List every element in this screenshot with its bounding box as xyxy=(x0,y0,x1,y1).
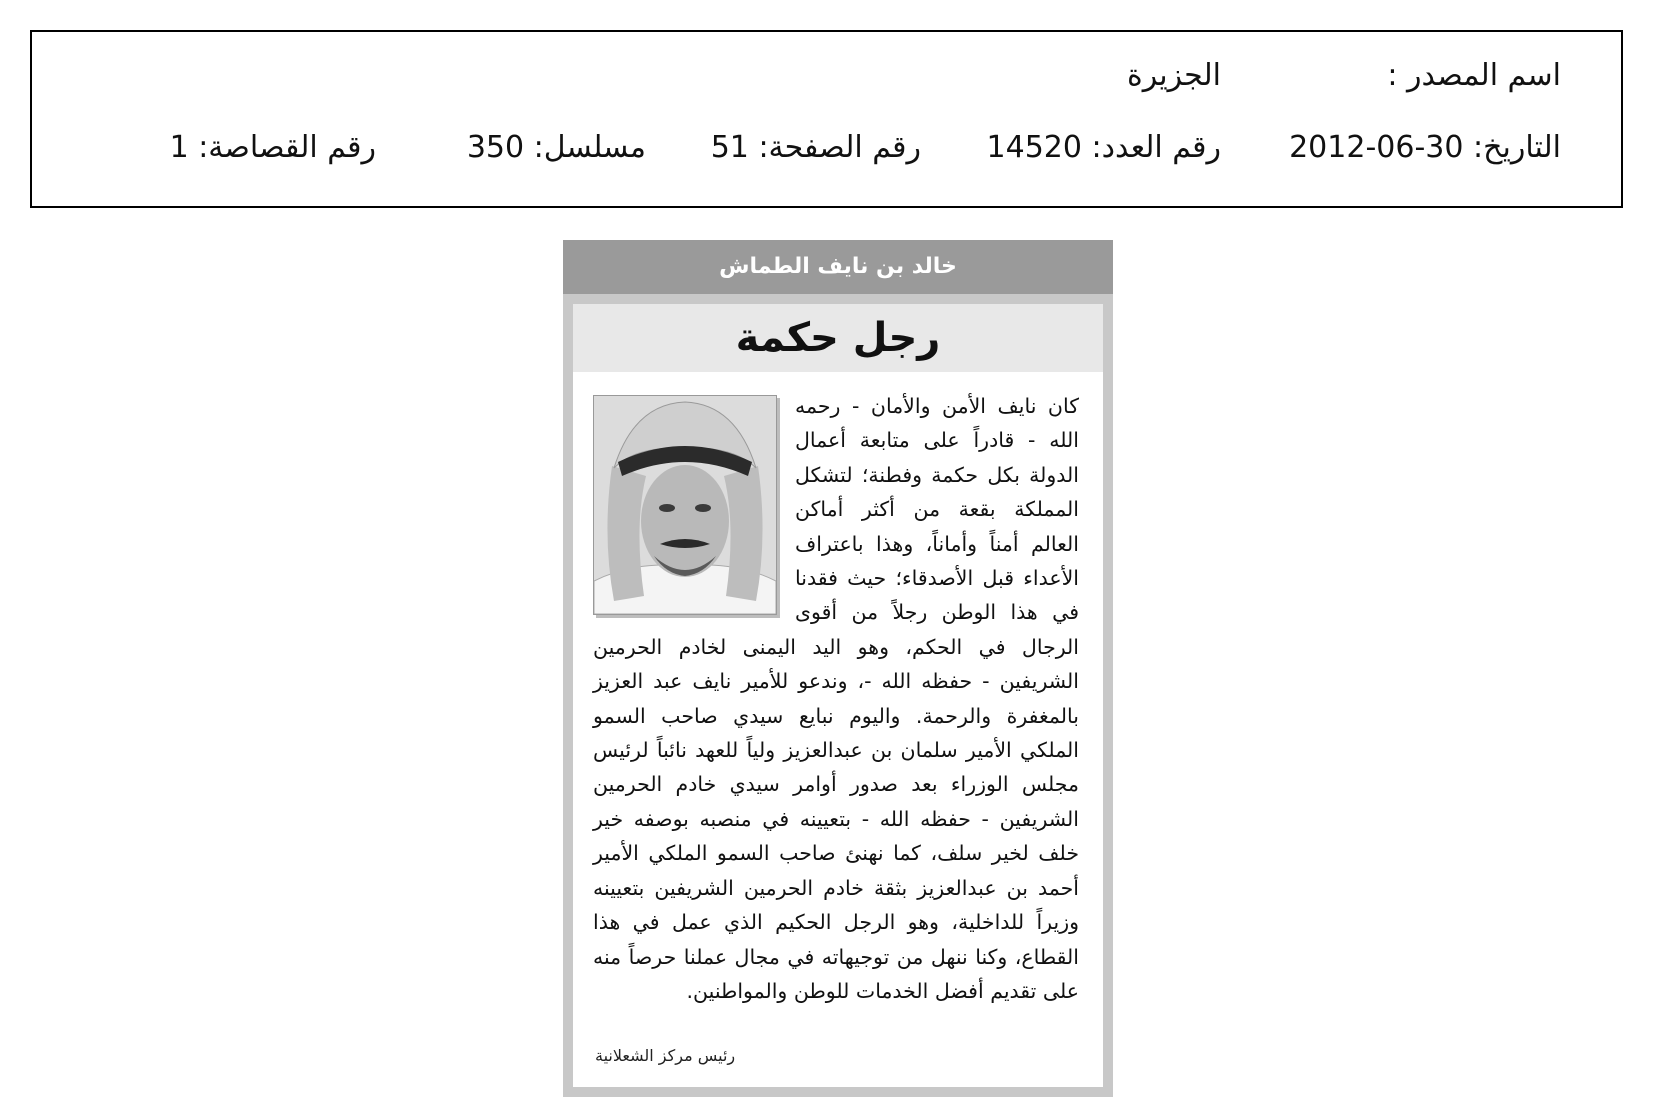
article-panel xyxy=(573,304,1103,1087)
serial-field: مسلسل: 350 xyxy=(466,130,646,165)
clipping-metadata-box xyxy=(30,30,1623,208)
date-field: التاريخ: 30-06-2012 xyxy=(1289,130,1561,165)
article-headline: رجل حكمة xyxy=(573,304,1103,372)
clipping-number-field: رقم القصاصة: 1 xyxy=(169,130,376,165)
newspaper-clipping xyxy=(563,240,1113,1097)
article-body-wrap xyxy=(593,389,1079,1008)
article-body-text: كان نايف الأمن والأمان - رحمه الله - قادراً على متابعة أعمال الدولة بكل حكمة وفطنة؛ لتشكل المملكة بقعة من أكثر أماكن العالم أمناً وأماناً، وهذا باعتراف الأعداء قبل الأصدقاء؛ حيث فقدنا في هذا الوطن رجلاً من أقوى الرجال في الحكم، وهو اليد اليمنى لخادم الحرمين الشريفين - حفظه الله -، وندعو للأمير نايف عبد العزيز بالمغفرة والرحمة. واليوم نبايع سيدي صاحب السمو الملكي الأمير سلمان بن عبدالعزيز ولياً للعهد نائباً لرئيس مجلس الوزراء بعد صدور أوامر سيدي خادم الحرمين الشريفين - حفظه الله - بتعيينه في منصبه بوصفه خير خلف لخير سلف، كما نهنئ صاحب السمو الملكي الأمير أحمد بن عبدالعزيز بثقة خادم الحرمين الشريفين بتعيينه وزيراً للداخلية، وهو الرجل الحكيم الذي عمل في هذا القطاع، وكنا ننهل من توجيهاته في مجال عملنا حرصاً منه على تقديم أفضل الخدمات للوطن والمواطنين. xyxy=(593,394,1079,1003)
source-label: اسم المصدر : xyxy=(1387,58,1561,93)
author-photo xyxy=(593,395,777,615)
author-byline: خالد بن نايف الطماش xyxy=(563,240,1113,294)
page-number-field: رقم الصفحة: 51 xyxy=(710,130,921,165)
author-title-signature: رئيس مركز الشعلانية xyxy=(595,1046,736,1065)
issue-number-field: رقم العدد: 14520 xyxy=(986,130,1221,165)
author-portrait-image xyxy=(594,396,776,614)
source-value: الجزيرة xyxy=(1126,58,1221,93)
